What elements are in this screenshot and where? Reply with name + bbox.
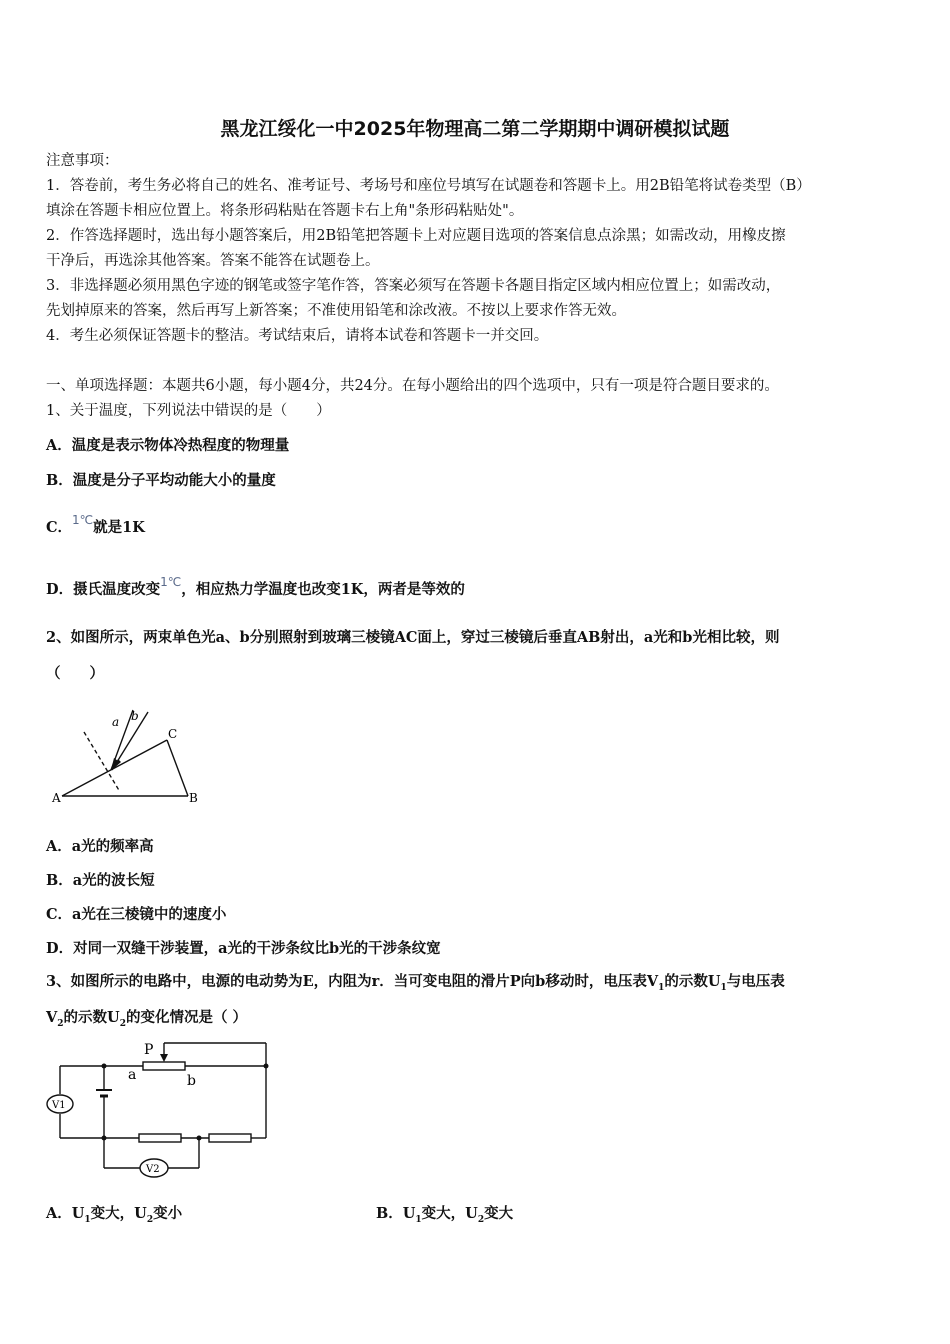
q1-option-d-label: D．摄氏温度改变	[46, 581, 161, 598]
q3-stem	[46, 972, 785, 998]
notice-line: 3．非选择题必须用黑色字迹的钢笔或签字笔作答，答案必须写在答题卡各题目指定区域内相应位置上；如需改动，	[46, 278, 781, 294]
q1-option-d-text: ，相应热力学温度也改变1K，两者是等效的	[181, 581, 465, 598]
q1-option-a-text: A．温度是表示物体冷热程度的物理量	[46, 437, 290, 454]
q3-option-b-text	[376, 1205, 514, 1225]
q1-option-c[interactable]	[46, 513, 145, 537]
rheostat	[143, 1062, 185, 1070]
q3-b-sub: 1	[415, 1214, 422, 1225]
q3-stem-sub: 1	[720, 982, 727, 993]
q3-a-sub: 2	[146, 1214, 154, 1225]
q3-b-sub: 2	[477, 1214, 485, 1225]
notice-line: 先划掉原来的答案，然后再写上新答案；不准使用铅笔和涂改液。不按以上要求作答无效。	[46, 303, 626, 319]
notice-line: 干净后，再选涂其他答案。答案不能答在试题卷上。	[46, 253, 380, 269]
notice-line: 1．答卷前，考生务必将自己的姓名、准考证号、考场号和座位号填写在试题卷和答题卡上。用2B铅笔将试卷类型（B）	[46, 178, 811, 194]
circuit-diagram	[44, 1038, 276, 1180]
q2-option-a-text: A．a光的频率高	[46, 838, 154, 855]
label-b: b	[131, 709, 139, 723]
notice-line: 填涂在答题卡相应位置上。将条形码粘贴在答题卡右上角"条形码粘贴处"。	[46, 203, 524, 219]
node	[197, 1136, 202, 1141]
q3-stem-sub: 1	[658, 982, 665, 993]
q3-b-part: B．U	[376, 1205, 416, 1222]
q3-stem-part: 3、如图所示的电路中，电源的电动势为E，内阻为r．当可变电阻的滑片P向b移动时，电压表V	[46, 973, 659, 990]
prism-edge-ac	[62, 740, 167, 796]
prism-diagram	[50, 700, 210, 810]
prism-edge-cb	[167, 740, 188, 796]
q2-option-d-text: D．对同一双缝干涉装置，a光的干涉条纹比b光的干涉条纹宽	[46, 940, 441, 957]
q3-stem-sub: 2	[57, 1018, 64, 1029]
q3-b-part: 变大	[484, 1205, 514, 1222]
q3-stem-part: 与电压表	[726, 973, 785, 990]
q3-stem-part: 的示数U	[664, 973, 721, 990]
label-P: P	[144, 1042, 154, 1058]
q1-d-degree-image: 1℃	[160, 575, 182, 589]
q1-option-a[interactable]	[46, 434, 289, 455]
q2-option-d[interactable]	[46, 937, 441, 958]
node	[102, 1064, 107, 1069]
q3-a-part: A．U	[46, 1205, 85, 1222]
section-heading: 一、单项选择题：本题共6小题，每小题4分，共24分。在每小题给出的四个选项中，只有一项是符合题目要求的。	[46, 378, 779, 394]
q3-a-sub: 1	[84, 1214, 91, 1225]
q1-option-b[interactable]	[46, 469, 276, 490]
q1-option-d[interactable]	[46, 575, 465, 599]
q3-option-a[interactable]	[46, 1202, 182, 1225]
label-b: b	[187, 1073, 196, 1089]
q1-stem: 1、关于温度，下列说法中错误的是（ ）	[46, 403, 331, 419]
q2-stem: 2、如图所示，两束单色光a、b分别照射到玻璃三棱镜AC面上，穿过三棱镜后垂直AB射出，a光和b光相比较，则	[46, 629, 780, 646]
label-C: C	[168, 727, 178, 741]
q2-option-b[interactable]	[46, 869, 155, 890]
q3-stem-part: 的变化情况是（ ）	[125, 1009, 248, 1026]
q1-option-c-label: C．	[46, 519, 73, 536]
q3-option-b[interactable]	[376, 1202, 513, 1225]
q1-option-c-text: 就是1K	[93, 519, 145, 536]
q1-c-degree-image: 1℃	[72, 513, 94, 527]
notice-heading: 注意事项：	[46, 153, 119, 169]
q3-stem-sub: 2	[119, 1018, 126, 1029]
label-A: A	[52, 791, 61, 805]
node	[102, 1136, 107, 1141]
q2-option-b-text: B．a光的波长短	[46, 872, 155, 889]
q3-a-part: 变小	[153, 1205, 183, 1222]
label-v2: V2	[146, 1164, 160, 1175]
page-title: 黑龙江绥化一中2025年物理高二第二学期期中调研模拟试题	[220, 118, 730, 140]
q2-option-c-text: C．a光在三棱镜中的速度小	[46, 906, 227, 923]
node	[264, 1064, 269, 1069]
slider-arrow	[160, 1054, 168, 1062]
label-a: a	[112, 715, 120, 729]
q2-stem-paren: （ ）	[46, 665, 104, 682]
label-B: B	[189, 791, 198, 805]
q3-stem-part: V	[46, 1009, 58, 1026]
resistor-1	[139, 1134, 181, 1142]
notice-line: 2．作答选择题时，选出每小题答案后，用2B铅笔把答题卡上对应题目选项的答案信息点涂黑；如需改动，用橡皮擦	[46, 228, 786, 244]
q3-a-part: 变大，U	[90, 1205, 147, 1222]
q3-b-part: 变大，U	[421, 1205, 478, 1222]
q2-option-a[interactable]	[46, 835, 154, 856]
label-v1: V1	[52, 1100, 66, 1111]
q3-stem-cont	[46, 1008, 247, 1034]
label-a: a	[128, 1067, 137, 1083]
notice-line: 4．考生必须保证答题卡的整洁。考试结束后，请将本试卷和答题卡一并交回。	[46, 328, 549, 344]
resistor-2	[209, 1134, 251, 1142]
q3-option-a-text	[46, 1205, 183, 1225]
q3-stem-part: 的示数U	[63, 1009, 120, 1026]
q2-option-c[interactable]	[46, 903, 226, 924]
q1-option-b-text: B．温度是分子平均动能大小的量度	[46, 472, 276, 489]
